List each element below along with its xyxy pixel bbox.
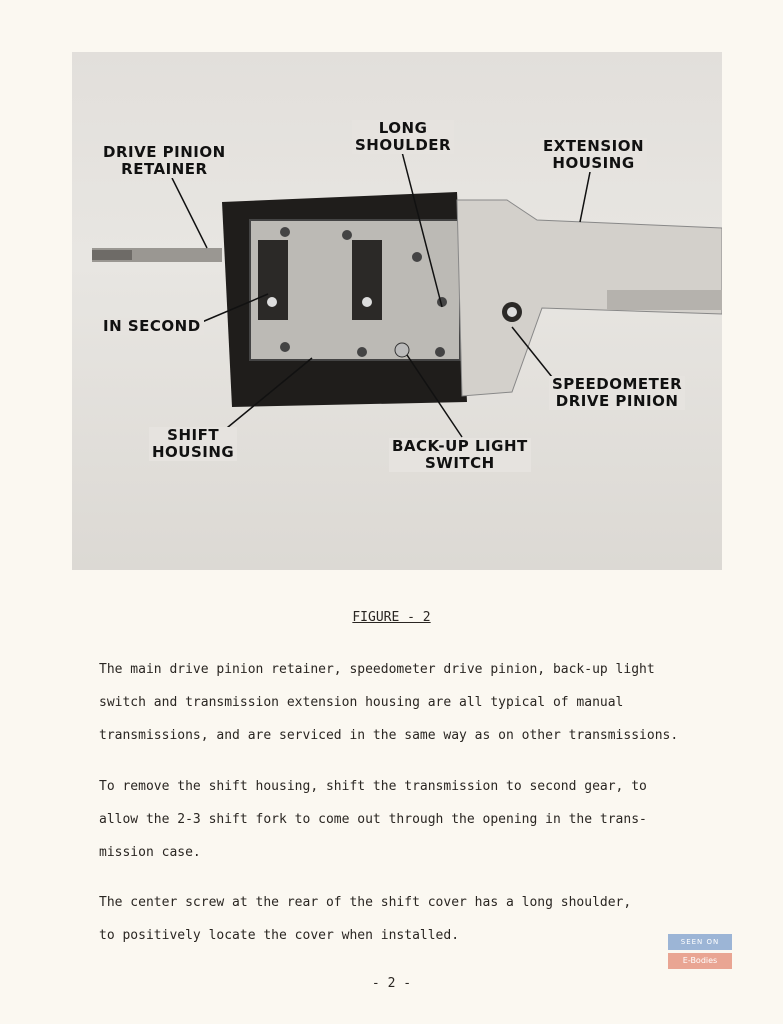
paragraph-line: switch and transmission extension housing are all typical of manual [99, 695, 624, 710]
watermark-top: SEEN ON [668, 934, 732, 950]
label-extension-housing: EXTENSION HOUSING [540, 138, 647, 172]
figure-caption: FIGURE - 2 [352, 610, 431, 625]
paragraph-line: mission case. [99, 845, 201, 860]
label-speedometer-drive-pinion: SPEEDOMETER DRIVE PINION [549, 376, 685, 410]
label-backup-light-switch: BACK-UP LIGHT SWITCH [389, 438, 531, 472]
label-shift-housing: SHIFT HOUSING [149, 427, 237, 461]
paragraph-2 [99, 770, 739, 869]
paragraph-1 [99, 653, 739, 752]
paragraph-line: The center screw at the rear of the shift cover has a long shoulder, [99, 895, 632, 910]
label-in-second: IN SECOND [100, 318, 204, 335]
page-number: - 2 - [371, 976, 412, 991]
watermark-bottom: E-Bodies [668, 953, 732, 969]
paragraph-line: allow the 2-3 shift fork to come out through the opening in the trans- [99, 812, 647, 827]
label-drive-pinion-retainer: DRIVE PINION RETAINER [100, 144, 229, 178]
watermark-badge [668, 934, 732, 974]
paragraph-3 [99, 886, 739, 952]
label-long-shoulder: LONG SHOULDER [352, 120, 454, 154]
transmission-photo [72, 52, 722, 570]
paragraph-line: To remove the shift housing, shift the transmission to second gear, to [99, 779, 647, 794]
paragraph-line: to positively locate the cover when installed. [99, 928, 460, 943]
paragraph-line: transmissions, and are serviced in the same way as on other transmissions. [99, 728, 679, 743]
paragraph-line: The main drive pinion retainer, speedometer drive pinion, back-up light [99, 662, 655, 677]
